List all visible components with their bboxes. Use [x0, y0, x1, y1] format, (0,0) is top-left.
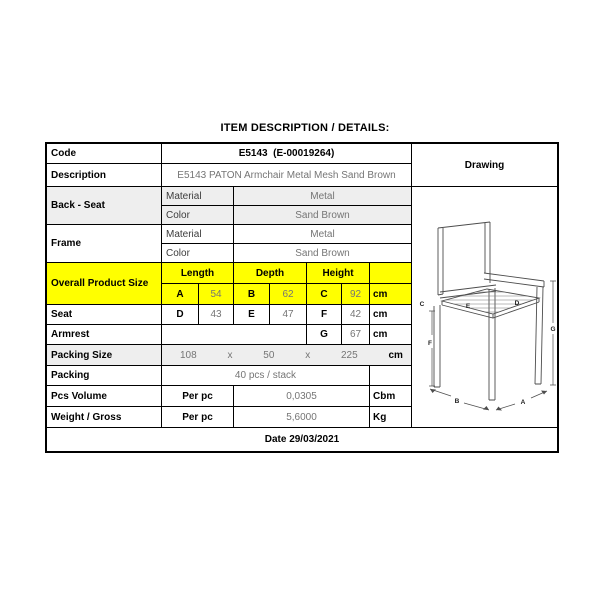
date-row: Date 29/03/2021 — [264, 434, 340, 445]
chair-drawing — [412, 205, 557, 425]
packing-size-d1: 108 — [180, 349, 197, 361]
frame-material-label: Material — [162, 225, 234, 244]
description-label: Description — [47, 164, 162, 187]
drawing-dim-b: B — [454, 398, 460, 405]
weight-per: Per pc — [162, 407, 234, 428]
size-col-height: Height — [307, 263, 370, 284]
seat-label: Seat — [47, 305, 162, 325]
armrest-unit: cm — [370, 325, 412, 345]
back-seat-color-value: Sand Brown — [234, 206, 412, 225]
size-col-length: Length — [162, 263, 234, 284]
packing-size-x1: x — [227, 349, 233, 361]
back-seat-material-value: Metal — [234, 187, 412, 206]
armrest-empty-cell — [162, 325, 307, 345]
packing-size-label: Packing Size — [47, 345, 162, 366]
packing-size-value — [162, 345, 412, 366]
overall-dim-a-value: 54 — [199, 284, 234, 305]
drawing-dim-d: D — [514, 300, 520, 307]
armrest-dim-g-key: G — [307, 325, 342, 345]
frame-material-value: Metal — [234, 225, 412, 244]
packing-size-unit: cm — [388, 349, 403, 361]
seat-unit: cm — [370, 305, 412, 325]
packing-size-d3: 225 — [341, 349, 358, 361]
back-seat-color-label: Color — [162, 206, 234, 225]
size-col-unit-empty — [370, 263, 412, 284]
drawing-dim-g: G — [550, 326, 556, 333]
packing-size-x2: x — [305, 349, 311, 361]
code-label: Code — [47, 144, 162, 164]
frame-color-value: Sand Brown — [234, 244, 412, 263]
back-seat-material-label: Material — [162, 187, 234, 206]
armrest-label: Armrest — [47, 325, 162, 345]
weight-unit: Kg — [370, 407, 412, 428]
overall-dim-c-key: C — [307, 284, 342, 305]
page-title: ITEM DESCRIPTION / DETAILS: — [220, 122, 390, 134]
pcs-volume-per: Per pc — [162, 386, 234, 407]
weight-value: 5,6000 — [234, 407, 370, 428]
seat-dim-e-value: 47 — [270, 305, 307, 325]
overall-dim-a-key: A — [162, 284, 199, 305]
packing-label: Packing — [47, 366, 162, 386]
pcs-volume-unit: Cbm — [370, 386, 412, 407]
packing-empty-unit — [370, 366, 412, 386]
code-value: E5143 (E-00019264) — [162, 144, 412, 164]
size-col-depth: Depth — [234, 263, 307, 284]
back-seat-label: Back - Seat — [47, 187, 162, 225]
overall-unit: cm — [370, 284, 412, 305]
drawing-dim-f: F — [428, 340, 432, 347]
seat-dim-d-key: D — [162, 305, 199, 325]
packing-value: 40 pcs / stack — [162, 366, 370, 386]
seat-dim-d-value: 43 — [199, 305, 234, 325]
seat-dim-e-key: E — [234, 305, 270, 325]
drawing-cell — [412, 187, 557, 428]
overall-dim-b-key: B — [234, 284, 270, 305]
frame-label: Frame — [47, 225, 162, 263]
armrest-dim-g-value: 67 — [342, 325, 370, 345]
description-value: E5143 PATON Armchair Metal Mesh Sand Brown — [162, 164, 412, 187]
seat-dim-f-value: 42 — [342, 305, 370, 325]
frame-color-label: Color — [162, 244, 234, 263]
pcs-volume-value: 0,0305 — [234, 386, 370, 407]
overall-dim-b-value: 62 — [270, 284, 307, 305]
overall-size-label: Overall Product Size — [47, 263, 162, 305]
pcs-volume-label: Pcs Volume — [47, 386, 162, 407]
overall-dim-c-value: 92 — [342, 284, 370, 305]
drawing-dim-a: A — [520, 399, 526, 406]
spec-table — [45, 142, 559, 453]
seat-dim-f-key: F — [307, 305, 342, 325]
weight-label: Weight / Gross — [47, 407, 162, 428]
drawing-dim-e: E — [465, 303, 471, 310]
packing-size-d2: 50 — [263, 349, 275, 361]
drawing-dim-c: C — [419, 301, 425, 308]
drawing-header: Drawing — [412, 144, 557, 187]
